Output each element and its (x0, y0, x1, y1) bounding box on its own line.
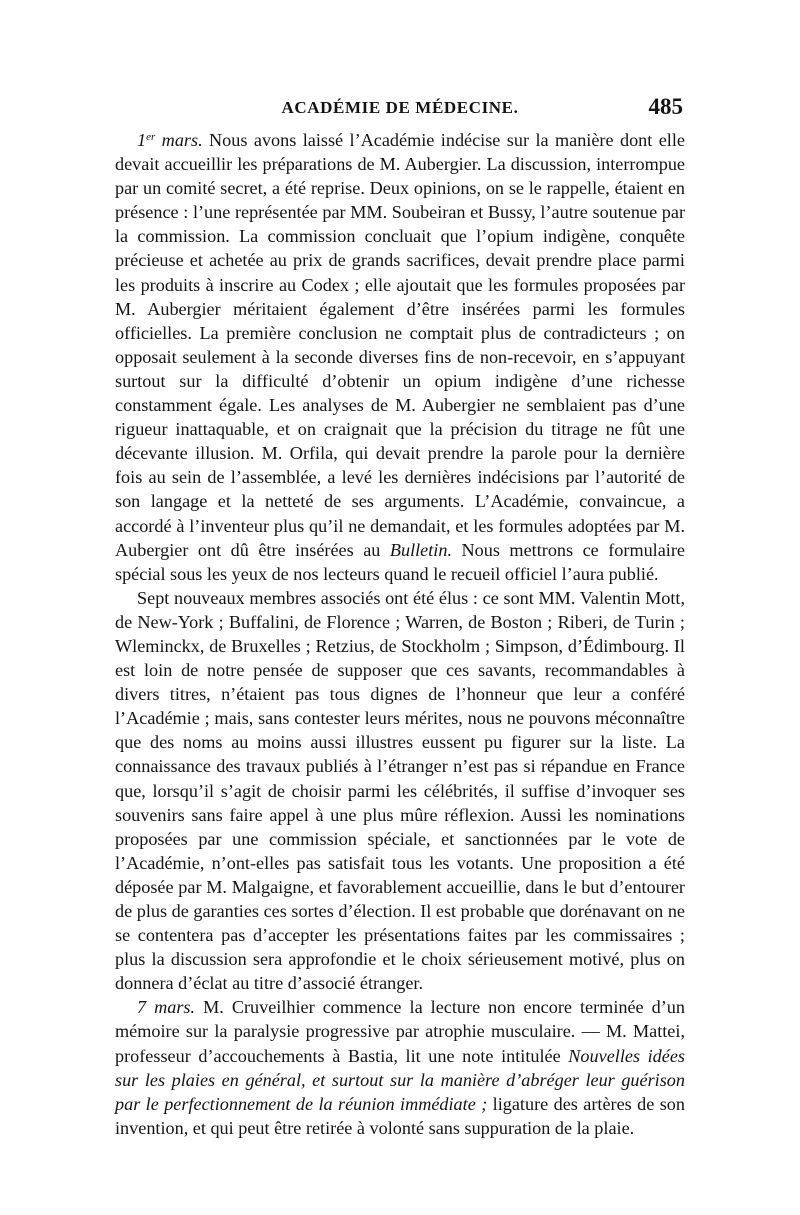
paragraph-date (137, 130, 203, 150)
page-number: 485 (648, 94, 683, 119)
body-text (115, 128, 685, 1140)
paragraph-text: Nous avons laissé l’Académie indécise sur la manière dont elle devait accueillir les préparations de M. Aubergier. La discussion, interrompue par un comité secret, a été reprise. Deux opinions, on se le rappelle, étaient en présence : l’une représentée par MM. Soubeiran et Bussy, l’autre soutenue par la commission. La commission concluait que l’opium indigène, conquête précieuse et achetée au prix de grands sacrifices, devait prendre place parmi les produits à inscrire au Codex ; elle ajoutait que les formules proposées par M. Aubergier méritaient également d’être insérées parmi les formules officielles. La première conclusion ne comptait plus de contradicteurs ; on opposait seulement à la seconde diverses fins de non-recevoir, en s’appuyant surtout sur la difficulté d’obtenir un opium indigène d’une richesse constamment égale. Les analyses de M. Aubergier ne semblaient pas d’une rigueur inattaquable, et on craignait que la précision du titrage ne fût une décevante illusion. M. Orfila, qui devait prendre la parole pour la dernière fois au sein de l’assemblée, a levé les dernières indécisions par l’autorité de son langage et la netteté de ses arguments. L’Académie, convaincue, a accordé à l’inventeur plus qu’il ne demandait, et les formules adoptées par M. Aubergier ont dû être insérées au (115, 130, 685, 560)
paragraph-associates (115, 586, 685, 996)
paragraph-date: 7 mars. (137, 997, 196, 1018)
paragraph-text: ligature des artères de son invention, et qui peut être retirée à volonté sans suppuration de la plaie. (115, 1093, 685, 1138)
date-ordinal: er (146, 131, 156, 143)
note-title: Nouvelles idées sur les plaies en général, et surtout sur la manière d’abréger leur guérison par le perfectionnement de la réunion immédiate ; (115, 1045, 685, 1114)
paragraph-text: Nous mettrons ce formulaire spécial sous les yeux de nos lecteurs quand le recueil officiel l’aura publié. (115, 539, 685, 584)
paragraph-text: M. Cruveilhier commence la lecture non encore terminée d’un mémoire sur la paralysie progressive par atrophie musculaire. — M. Mattei, professeur d’accouchements à Bastia, lit une note intitulée (115, 997, 685, 1066)
date-month: mars. (155, 130, 203, 150)
running-title: ACADÉMIE DE MÉDECINE. (281, 98, 519, 117)
bulletin-title: Bulletin. (389, 539, 453, 560)
paragraph-march-1 (115, 128, 685, 586)
paragraph-march-7 (115, 995, 685, 1140)
paragraph-text: Sept nouveaux membres associés ont été élus : ce sont MM. Valentin Mott, de New-York ; Buffalini, de Florence ; Warren, de Boston ; Riberi, de Turin ; Wleminckx, de Bruxelles ; Retzius, de Stockholm ; Simpson, d’Édimbourg. Il est loin de notre pensée de supposer que ces savants, recommandables à divers titres, n’étaient pas tous dignes de l’honneur que leur a conféré l’Académie ; mais, sans contester leurs mérites, nous ne pouvons méconnaître que des noms au moins aussi illustres eussent pu figurer sur la liste. La connaissance des travaux publiés à l’étranger n’est pas si répandue en France que, lorsqu’il s’agit de choisir parmi les célébrités, il suffise d’invoquer ses souvenirs sans faire appel à une plus mûre réflexion. Aussi les nominations proposées par une commission spéciale, et sanctionnées par le vote de l’Académie, n’ont-elles pas satisfait tous les votants. Une proposition a été déposée par M. Malgaigne, et favorablement accueillie, dans le but d’entourer de plus de garanties ces sortes d’élection. Il est probable que dorénavant on ne se contentera pas d’accepter les présentations faites par les commissaires ; plus la discussion sera approfondie et le choix sérieusement motivé, plus on donnera d’éclat au titre d’associé étranger. (115, 587, 685, 994)
running-head (115, 94, 685, 124)
date-day: 1 (137, 130, 147, 150)
